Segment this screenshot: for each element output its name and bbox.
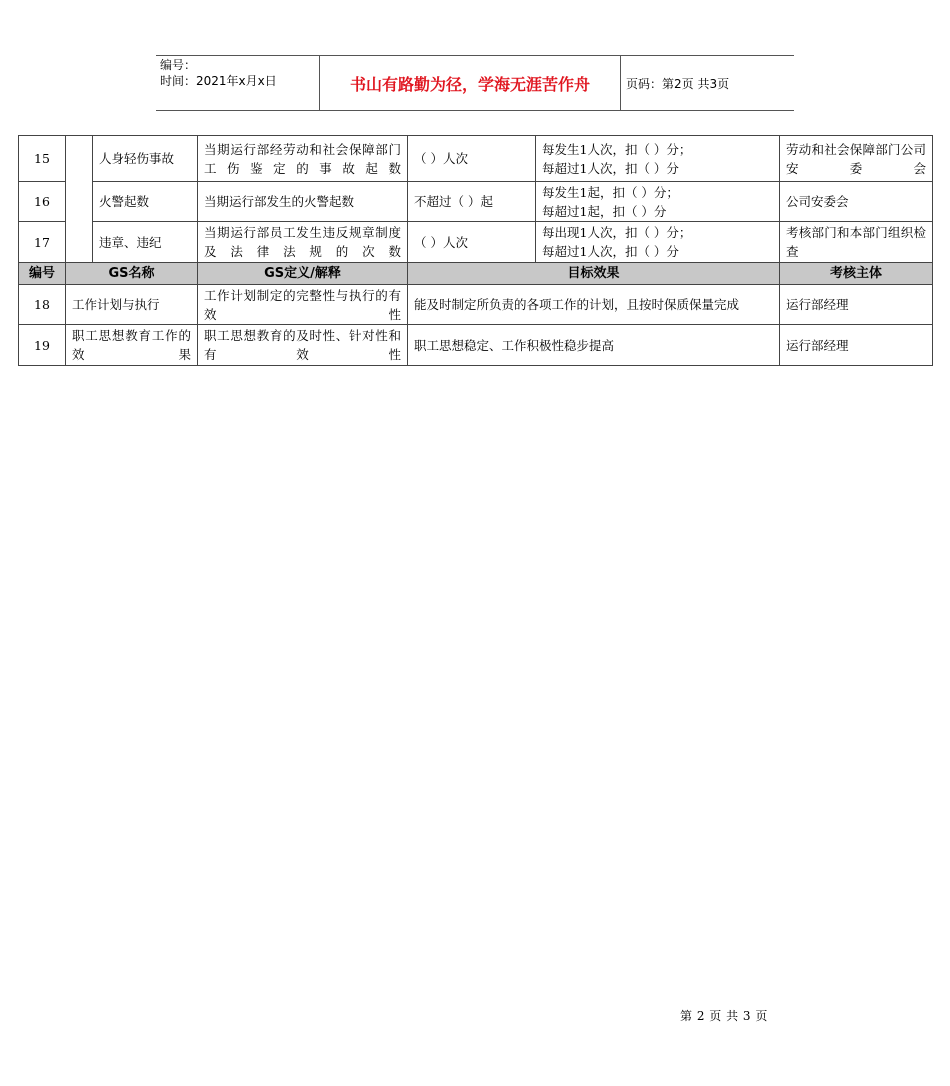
header-no: 编号 (19, 263, 66, 285)
header-assessor: 考核主体 (780, 263, 933, 285)
scoring-rule-line: 每超过1人次，扣（ ）分 (542, 160, 679, 176)
indicator-definition: 当期运行部经劳动和社会保障部门工伤鉴定的事故起数 (198, 136, 408, 182)
table-row (19, 136, 933, 182)
assessor: 劳动和社会保障部门公司安委会 (780, 136, 933, 182)
assessor: 考核部门和本部门组织检查 (780, 222, 933, 263)
table-row (19, 182, 933, 222)
gs-name: 工作计划与执行 (66, 285, 198, 325)
indicator-definition: 当期运行部发生的火警起数 (198, 182, 408, 222)
header-gs-definition: GS定义/解释 (198, 263, 408, 285)
header-motto: 书山有路勤为径，学海无涯苦作舟 (319, 56, 621, 110)
indicator-name: 违章、违纪 (93, 222, 198, 263)
scoring-rule (536, 136, 780, 182)
scoring-rule (536, 222, 780, 263)
assessment-table (18, 135, 933, 366)
scoring-rule-line: 每超过1人次，扣（ ）分 (542, 244, 679, 259)
assessor: 运行部经理 (780, 285, 933, 325)
table-row (19, 325, 933, 366)
header-target-effect: 目标效果 (408, 263, 780, 285)
time-label: 时间：2021年x月x日 (160, 74, 277, 88)
page-header (156, 55, 794, 111)
gs-definition: 工作计划制定的完整性与执行的有效性 (198, 285, 408, 325)
gs-target-effect: 职工思想稳定、工作积极性稳步提高 (408, 325, 780, 366)
scoring-rule-line: 每出现1人次，扣（ ）分； (542, 225, 692, 240)
assessor: 公司安委会 (780, 182, 933, 222)
gs-target-effect: 能及时制定所负责的各项工作的计划，且按时保质保量完成 (408, 285, 780, 325)
gs-name: 职工思想教育工作的效果 (66, 325, 198, 366)
page-footer: 第 2 页 共 3 页 (680, 1009, 768, 1023)
indicator-name: 火警起数 (93, 182, 198, 222)
category-cell (66, 136, 93, 263)
row-number: 18 (19, 285, 66, 325)
scoring-rule-line: 每发生1起，扣（ ）分； (542, 184, 679, 200)
table-row (19, 285, 933, 325)
target-value: （ ）人次 (408, 222, 536, 263)
table-row (19, 222, 933, 263)
indicator-name: 人身轻伤事故 (93, 136, 198, 182)
scoring-rule (536, 182, 780, 222)
row-number: 17 (19, 222, 66, 263)
number-label: 编号： (160, 58, 197, 72)
gs-header-row (19, 263, 933, 285)
header-gs-name: GS名称 (66, 263, 198, 285)
scoring-rule-line: 每超过1起，扣（ ）分 (542, 203, 667, 219)
header-page-label: 页码：第2页 共3页 (626, 76, 730, 91)
indicator-definition: 当期运行部员工发生违反规章制度及法律法规的次数 (198, 222, 408, 263)
header-left (160, 57, 320, 89)
row-number: 16 (19, 182, 66, 222)
scoring-rule-line: 每发生1人次，扣（ ）分； (542, 141, 692, 157)
target-value: （ ）人次 (408, 136, 536, 182)
assessor: 运行部经理 (780, 325, 933, 366)
gs-definition: 职工思想教育的及时性、针对性和有效性 (198, 325, 408, 366)
target-value: 不超过（ ）起 (408, 182, 536, 222)
row-number: 15 (19, 136, 66, 182)
row-number: 19 (19, 325, 66, 366)
